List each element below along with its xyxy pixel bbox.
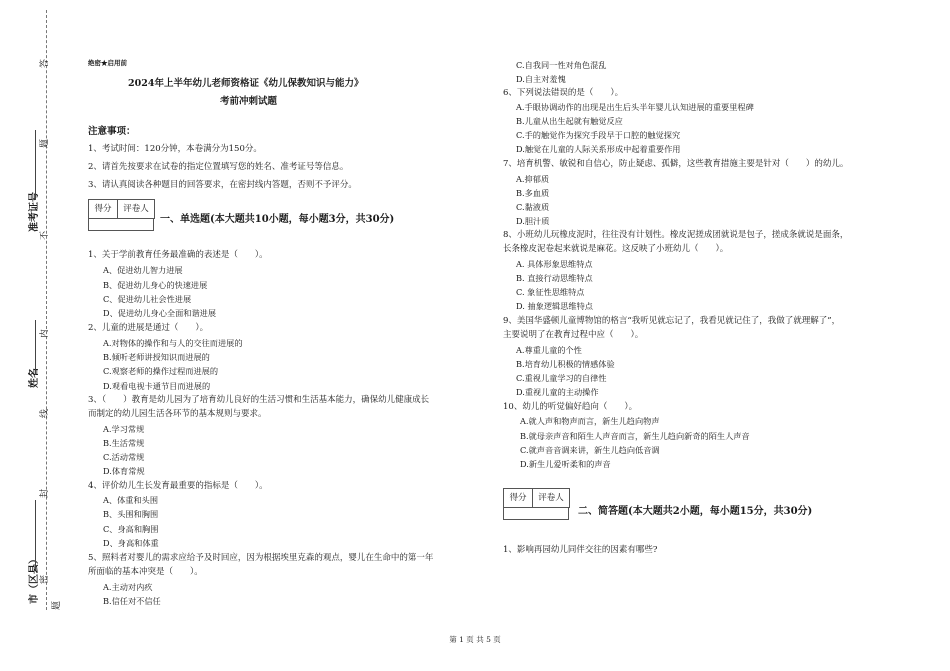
q3-option-c: C.活动常规 — [103, 452, 145, 462]
q10-option-d: D.新生儿爱听柔和的声音 — [520, 459, 611, 469]
q5-option-b: B.信任对不信任 — [103, 596, 161, 606]
dash-word-7: 密 — [40, 574, 50, 584]
q5-option-d: D.自主对羞愧 — [516, 74, 566, 84]
q10-option-c: C.就声音音调来讲，新生儿趋向低音调 — [520, 445, 660, 455]
q9-option-d: D.重视儿童的主动操作 — [516, 387, 599, 397]
dash-word-5: 线 — [40, 408, 50, 418]
exam-number-write-line — [35, 130, 36, 200]
score-box — [88, 199, 155, 219]
district-write-line — [35, 500, 36, 570]
q9-option-c: C.重视儿童学习的自律性 — [516, 373, 607, 383]
seal-dash-line — [46, 10, 47, 610]
q7-stem: 7、培育机警、敏锐和自信心，防止疑虑、孤僻，这些教育措施主要是针对（ ）的幼儿。 — [503, 159, 849, 169]
q4-option-b: B、头围和胸围 — [103, 509, 159, 519]
q9-stem-cont: 主要说明了在教育过程中应（ ）。 — [503, 330, 644, 340]
note-3: 3、请认真阅读各种题目的回答要求，在密封线内答题，否则不予评分。 — [88, 180, 357, 190]
q5-option-c: C.自我同一性对角色混乱 — [516, 60, 607, 70]
exam-number-label: 准考证号 — [29, 192, 40, 232]
score-box-2-blank — [503, 507, 569, 520]
q7-option-b: B.多血质 — [516, 188, 550, 198]
section2-title: 二、简答题(本大题共2小题，每小题15分，共30分) — [578, 506, 813, 517]
q1-option-a: A、促进幼儿智力进展 — [103, 265, 183, 275]
name-write-line — [35, 320, 36, 375]
score-box-blank — [88, 218, 154, 231]
note-2: 2、请首先按要求在试卷的指定位置填写您的姓名、准考证号等信息。 — [88, 162, 349, 172]
dash-word-2: 题 — [40, 138, 50, 148]
score-label: 得分 — [89, 200, 118, 218]
q7-option-c: C.黏液质 — [516, 202, 550, 212]
dash-word-extra: 题 — [52, 600, 62, 610]
q10-option-a: A.就人声和物声而言，新生儿趋向物声 — [520, 416, 660, 426]
q2-option-c: C.观察老师的操作过程而进展的 — [103, 366, 219, 376]
q8-option-a: A. 具体形象思维特点 — [516, 259, 593, 269]
secret-mark: 绝密★启用前 — [88, 59, 127, 67]
q3-stem: 3、（ ）教育是幼儿园为了培育幼儿良好的生活习惯和生活基本能力，确保幼儿健康成长 — [88, 395, 430, 405]
q6-option-b: B.儿童从出生起就有触觉反应 — [516, 116, 623, 126]
q8-option-b: B. 直接行动思维特点 — [516, 273, 593, 283]
q8-option-c: C. 象征性思维特点 — [516, 287, 585, 297]
q2-option-b: B.倾听老师讲授知识而进展的 — [103, 352, 210, 362]
q2-option-d: D.观看电视卡通节目而进展的 — [103, 381, 211, 391]
q8-stem-cont: 长条橡皮泥卷起来就说是麻花。这反映了小班幼儿（ ）。 — [503, 244, 729, 254]
q7-option-a: A.抑郁质 — [516, 174, 550, 184]
q3-option-b: B.生活常规 — [103, 438, 145, 448]
q8-stem: 8、小班幼儿玩橡皮泥时，往往没有计划性。橡皮泥搓成团就说是包子，搓成条就说是面条， — [503, 230, 849, 240]
q3-stem-cont: 而制定的幼儿园生活各环节的基本规则与要求。 — [88, 409, 267, 419]
page-footer: 第 1 页 共 5 页 — [449, 635, 501, 644]
q6-option-d: D.触觉在儿童的人际关系形成中起着重要作用 — [516, 144, 681, 154]
q1-stem: 1、关于学前教育任务最准确的表述是（ ）。 — [88, 250, 268, 260]
note-1: 1、考试时间：120分钟，本卷满分为150分。 — [88, 144, 262, 154]
q6-option-a: A.手眼协调动作的出现是出生后头半年婴儿认知进展的重要里程碑 — [516, 102, 754, 112]
q10-option-b: B.就母亲声音和陌生人声音而言，新生儿趋向新奇的陌生人声音 — [520, 431, 750, 441]
exam-subtitle: 考前冲刺试题 — [220, 96, 278, 107]
section1-title: 一、单选题(本大题共10小题，每小题3分，共30分) — [160, 214, 395, 225]
q4-option-c: C、身高和胸围 — [103, 524, 159, 534]
q2-option-a: A.对物体的操作和与人的交往而进展的 — [103, 338, 243, 348]
q1-option-d: D、促进幼儿身心全面和谐进展 — [103, 308, 217, 318]
notes-heading: 注意事项： — [88, 126, 136, 137]
q9-stem: 9、美国华盛顿儿童博物馆的格言“我听见就忘记了，我看见就记住了，我做了就理解了”， — [503, 316, 841, 326]
dash-word-3: 不 — [40, 230, 50, 240]
q1-option-c: C、促进幼儿社会性进展 — [103, 294, 192, 304]
dash-word-6: 封 — [40, 488, 50, 498]
q7-option-d: D.胆汁质 — [516, 216, 550, 226]
q9-option-a: A.尊重儿童的个性 — [516, 345, 582, 355]
score-box-2 — [503, 488, 570, 508]
q2-stem: 2、儿童的进展是通过（ ）。 — [88, 323, 209, 333]
q3-option-a: A.学习常规 — [103, 424, 145, 434]
q6-stem: 6、下列说法错误的是（ ）。 — [503, 88, 624, 98]
name-label: 姓名 — [29, 368, 40, 388]
q4-option-d: D、身高和体重 — [103, 538, 159, 548]
q4-option-a: A、体重和头围 — [103, 495, 159, 505]
grader-label-2: 评卷人 — [538, 493, 564, 503]
q5-option-a: A.主动对内疚 — [103, 582, 153, 592]
dash-word-1: 答 — [40, 58, 50, 68]
q8-option-d: D. 抽象逻辑思维特点 — [516, 301, 593, 311]
q9-option-b: B.培育幼儿积极的情感体验 — [516, 359, 615, 369]
q6-option-c: C.手的触觉作为探究手段早于口腔的触觉探究 — [516, 130, 681, 140]
exam-title: 2024年上半年幼儿老师资格证《幼儿保教知识与能力》 — [128, 78, 364, 89]
q5-stem: 5、照料者对婴儿的需求应给予及时回应，因为根据埃里克森的观点，婴儿在生命中的第一年 — [88, 553, 434, 563]
q4-stem: 4、评价幼儿生长发育最重要的指标是（ ）。 — [88, 481, 268, 491]
q10-stem: 10、幼儿的听觉偏好趋向（ ）。 — [503, 402, 638, 412]
binding-margin — [0, 0, 70, 671]
dash-word-4: 内 — [40, 328, 50, 338]
q3-option-d: D.体育常规 — [103, 466, 145, 476]
q1-option-b: B、促进幼儿身心的快速进展 — [103, 280, 208, 290]
district-label: 市（区县） — [29, 554, 40, 604]
score-label-2: 得分 — [504, 489, 533, 507]
q5-stem-cont: 所面临的基本冲突是（ ）。 — [88, 567, 203, 577]
grader-label: 评卷人 — [123, 204, 149, 214]
short-answer-q1: 1、影响再园幼儿同伴交往的因素有哪些? — [503, 545, 658, 555]
